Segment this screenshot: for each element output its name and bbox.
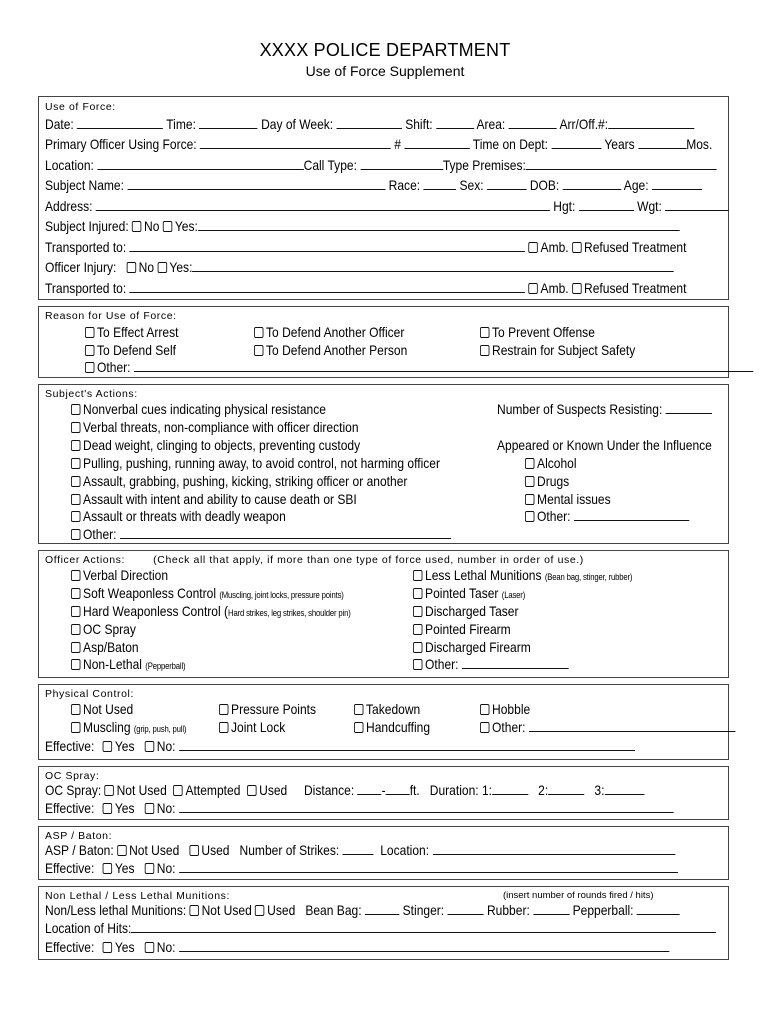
form-subtitle: Use of Force Supplement [305,63,465,79]
influence-heading: Appeared or Known Under the Influence [497,437,712,453]
asp-effective-no-checkbox[interactable] [145,863,154,874]
reason-effect-arrest: To Effect Arrest [85,324,194,340]
transported-field-1[interactable] [130,240,526,252]
munitions-effective-yes-checkbox[interactable] [103,942,112,953]
physical-control-section [38,684,729,760]
munitions-section [38,886,729,960]
defend-person-checkbox[interactable] [254,345,263,356]
action-2: Verbal threats, non-compliance with officer direction [71,419,405,435]
subject-name-field[interactable] [127,178,385,190]
pc-other: Other: [480,719,770,735]
munitions-note: (insert number of rounds fired / hits) [503,890,654,901]
influence-drugs: Drugs [525,473,576,489]
munitions-effective-field[interactable] [179,940,669,952]
pressure-points-checkbox[interactable] [219,704,228,715]
reason-other: Other: [85,359,770,375]
stinger-field[interactable] [447,903,483,915]
action-other-checkbox[interactable] [71,529,80,540]
section-label: Use of Force: [45,101,116,113]
num-suspects: Number of Suspects Resisting: [497,401,747,417]
pc-effective-yes-checkbox[interactable] [103,741,112,752]
asp-baton-section [38,826,729,880]
asp-effective: Effective: Yes No: [45,860,770,876]
action-2-checkbox[interactable] [71,422,80,433]
action-4-checkbox[interactable] [71,458,80,469]
row-primary: Primary Officer Using Force: # Time on Dept: Years Mos. [45,136,713,152]
oc-duration-3[interactable] [604,783,644,795]
influence-alcohol: Alcohol [525,455,585,471]
officer-other-checkbox[interactable] [413,659,422,670]
action-3: Dead weight, clinging to objects, preventing custody [71,437,407,453]
asp-location-field[interactable] [432,843,675,855]
row-transported-2: Transported to: Amb. Refused Treatment [45,280,687,296]
asp-effective-field[interactable] [179,861,678,873]
officer-pointed-taser: Pointed Taser (Laser) [413,585,543,601]
defend-self-checkbox[interactable] [85,345,94,356]
influence-other: Other: [525,508,716,524]
verbal-checkbox[interactable] [71,570,80,581]
rubber-field[interactable] [533,903,569,915]
alcohol-checkbox[interactable] [525,458,534,469]
oc-effective-field[interactable] [179,801,674,813]
subject-injured-no-checkbox[interactable] [132,221,141,232]
action-6: Assault with intent and ability to cause death or SBI [71,491,403,507]
pc-other-field[interactable] [529,720,735,732]
oc-effective-no-checkbox[interactable] [145,803,154,814]
reason-prevent-offense: To Prevent Offense [480,324,614,340]
oc-duration-2[interactable] [548,783,584,795]
asp-row: ASP / Baton: Not Used Used Number of Strikes: Location: [45,842,770,858]
oc-used-checkbox[interactable] [247,785,256,796]
oc-not-used-checkbox[interactable] [105,785,114,796]
reason-section [38,306,729,378]
hobble-checkbox[interactable] [480,704,489,715]
amb-checkbox-2[interactable] [528,283,537,294]
oc-spray-checkbox[interactable] [71,624,80,635]
muscling-checkbox[interactable] [71,722,80,733]
refused-checkbox-1[interactable] [572,242,581,253]
reason-defend-self: To Defend Self [85,342,191,358]
subject-injury-field[interactable] [198,219,680,231]
area-field[interactable] [509,117,557,129]
oc-effective-yes-checkbox[interactable] [103,803,112,814]
asp-baton-checkbox[interactable] [71,642,80,653]
pc-muscling: Muscling (grip, push, pull) [71,719,205,735]
section-label: Non Lethal / Less Lethal Munitions: [45,890,231,902]
num-suspects-field[interactable] [666,402,712,414]
sex-field[interactable] [487,178,527,190]
location-field[interactable] [97,158,303,170]
officer-injury-yes-checkbox[interactable] [157,262,166,273]
reason-defend-officer: To Defend Another Officer [254,324,429,340]
influence-other-checkbox[interactable] [525,511,534,522]
munitions-location: Location of Hits: [45,920,770,936]
action-5: Assault, grabbing, pushing, kicking, striking officer or another [71,473,462,489]
row-subject-injured: Subject Injured: No Yes: [45,218,770,234]
asp-strikes-field[interactable] [343,843,374,855]
pointed-firearm-checkbox[interactable] [413,624,422,635]
officer-injury-field[interactable] [192,260,674,272]
row-date: Date: Time: Day of Week: Shift: Area: Arr/Off.#: [45,116,770,132]
section-label: Subject's Actions: [45,388,138,400]
height-field[interactable] [579,199,634,211]
section-label: Reason for Use of Force: [45,310,177,322]
discharged-taser-checkbox[interactable] [413,606,422,617]
oc-row: OC Spray: Not Used Attempted Used Distance: - ft. Duration: 1: 2: 3: [45,782,742,798]
influence-mental: Mental issues [525,491,625,507]
row-location: Location: Call Type: Type Premises: [45,157,770,173]
subject-actions-section [38,384,729,544]
officer-verbal: Verbal Direction [71,567,184,583]
primary-officer-field[interactable] [200,137,391,149]
age-field[interactable] [652,178,702,190]
pepperball-field[interactable] [637,903,680,915]
officer-pointed-firearm: Pointed Firearm [413,621,527,637]
premises-field[interactable] [526,158,717,170]
row-transported-1: Transported to: Amb. Refused Treatment [45,239,687,255]
amb-checkbox-1[interactable] [528,242,537,253]
day-field[interactable] [336,117,401,129]
badge-field[interactable] [404,137,469,149]
officer-other-field[interactable] [462,657,569,669]
officer-soft: Soft Weaponless Control (Muscling, joint locks, pressure points) [71,585,388,601]
officer-nonlethal: Non-Lethal (Pepperball) [71,656,204,672]
officer-oc: OC Spray [71,621,146,637]
action-1-checkbox[interactable] [71,404,80,415]
pc-not-used-checkbox[interactable] [71,704,80,715]
row-officer-injury: Officer Injury: No Yes: [45,259,770,275]
action-6-checkbox[interactable] [71,494,80,505]
oc-duration-1[interactable] [492,783,528,795]
influence-other-field[interactable] [574,509,689,521]
hard-control-checkbox[interactable] [71,606,80,617]
form-title: XXXX POLICE DEPARTMENT [259,40,511,60]
munitions-not-used-checkbox[interactable] [190,905,199,916]
oc-attempted-checkbox[interactable] [173,785,182,796]
munitions-effective: Effective: Yes No: [45,939,770,955]
pc-pressure: Pressure Points [219,701,332,717]
oc-distance-field-1[interactable] [358,783,382,795]
officer-actions-section [38,550,729,678]
pc-not-used: Not Used [71,701,143,717]
pc-effective-no-checkbox[interactable] [145,741,154,752]
officer-less-lethal: Less Lethal Munitions (Bean bag, stinger, rubber) [413,567,668,583]
munitions-used-checkbox[interactable] [255,905,264,916]
reason-other-field[interactable] [134,360,753,372]
years-field[interactable] [551,137,601,149]
takedown-checkbox[interactable] [354,704,363,715]
non-lethal-checkbox[interactable] [71,659,80,670]
section-label: OC Spray: [45,770,100,782]
shift-field[interactable] [436,117,474,129]
less-lethal-checkbox[interactable] [413,570,422,581]
prevent-offense-checkbox[interactable] [480,327,489,338]
drugs-checkbox[interactable] [525,476,534,487]
pc-effective: Effective: Yes No: [45,738,731,754]
asp-used-checkbox[interactable] [189,845,198,856]
reason-other-checkbox[interactable] [85,362,94,373]
use-of-force-section [38,96,729,300]
action-5-checkbox[interactable] [71,476,80,487]
handcuffing-checkbox[interactable] [354,722,363,733]
action-3-checkbox[interactable] [71,440,80,451]
action-4: Pulling, pushing, running away, to avoid control, not harming officer [71,455,500,471]
munitions-effective-no-checkbox[interactable] [145,942,154,953]
joint-lock-checkbox[interactable] [219,722,228,733]
officer-discharged-taser: Discharged Taser [413,603,536,619]
pc-handcuffing: Handcuffing [354,719,442,735]
reason-restrain: Restrain for Subject Safety [480,342,661,358]
weight-field[interactable] [665,199,729,211]
oc-distance-field-2[interactable] [386,783,410,795]
mental-checkbox[interactable] [525,494,534,505]
pc-effective-field[interactable] [179,739,635,751]
dob-field[interactable] [563,178,621,190]
officer-asp: Asp/Baton [71,639,150,655]
address-field[interactable] [96,199,550,211]
reason-defend-person: To Defend Another Person [254,342,432,358]
defend-officer-checkbox[interactable] [254,327,263,338]
pc-takedown: Takedown [354,701,431,717]
asp-not-used-checkbox[interactable] [117,845,126,856]
officer-actions-note: (Check all that apply, if more than one type of force used, number in order of use.) [153,554,584,566]
arr-field[interactable] [608,117,694,129]
officer-discharged-firearm: Discharged Firearm [413,639,550,655]
pc-other-checkbox[interactable] [480,722,489,733]
refused-checkbox-2[interactable] [572,283,581,294]
oc-effective: Effective: Yes No: [45,800,770,816]
restrain-checkbox[interactable] [480,345,489,356]
section-label: ASP / Baton: [45,830,113,842]
row-address: Address: Hgt: Wgt: [45,198,770,214]
munitions-row: Non/Less lethal Munitions: Not Used Used Bean Bag: Stinger: Rubber: Pepperball: [45,902,770,918]
section-label: Physical Control: [45,688,134,700]
oc-spray-section [38,766,729,820]
action-other-field[interactable] [120,527,451,539]
hits-location-field[interactable] [131,921,716,933]
officer-hard: Hard Weaponless Control (Hard strikes, leg strikes, shoulder pin) [71,603,396,619]
section-label: Officer Actions: (Check all that apply, if more than one type of force used, number in order of use.) [45,554,584,566]
mos-field[interactable] [638,137,686,149]
pointed-taser-checkbox[interactable] [413,588,422,599]
call-type-field[interactable] [360,158,443,170]
action-7-checkbox[interactable] [71,511,80,522]
pc-hobble: Hobble [480,701,538,717]
action-7: Assault or threats with deadly weapon [71,508,321,524]
race-field[interactable] [423,178,456,190]
action-other: Other: [71,526,513,542]
officer-injury-no-checkbox[interactable] [127,262,136,273]
action-1: Nonverbal cues indicating physical resistance [71,401,367,417]
date-field[interactable] [77,117,163,129]
row-subject: Subject Name: Race: Sex: DOB: Age: [45,177,770,193]
subject-injured-yes-checkbox[interactable] [163,221,172,232]
asp-effective-yes-checkbox[interactable] [103,863,112,874]
soft-control-checkbox[interactable] [71,588,80,599]
officer-other: Other: [413,656,594,672]
bean-bag-field[interactable] [365,903,399,915]
discharged-firearm-checkbox[interactable] [413,642,422,653]
effect-arrest-checkbox[interactable] [85,327,94,338]
time-field[interactable] [199,117,257,129]
transported-field-2[interactable] [130,281,526,293]
pc-joint-lock: Joint Lock [219,719,296,735]
